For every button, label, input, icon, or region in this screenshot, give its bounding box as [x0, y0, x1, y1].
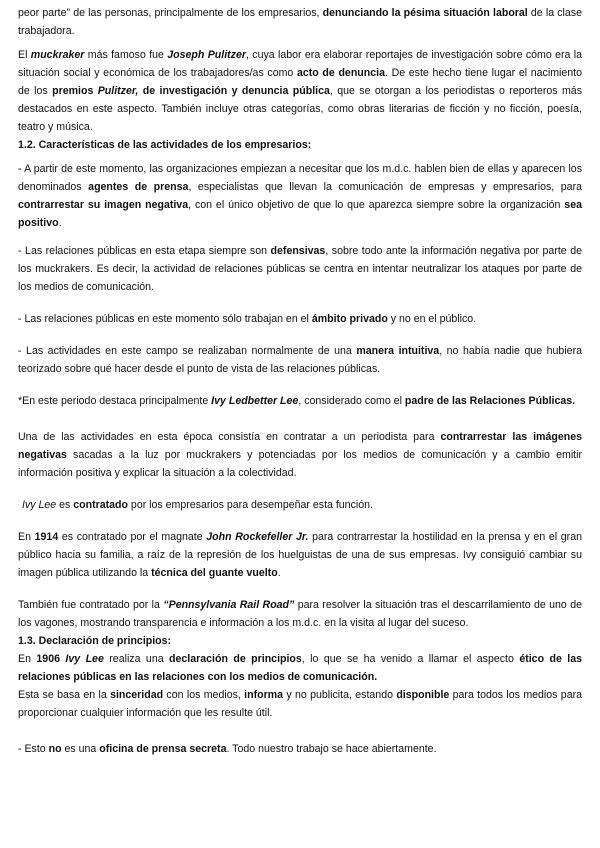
text: , no había nadie que hubiera teorizado sobre qué hacer desde el punto de vista de las relaciones públicas.: [18, 345, 582, 375]
bold-text: acto de denuncia: [296, 67, 385, 79]
paragraph-pennsylvania-rail-road: [18, 596, 582, 632]
text: , cuya labor era elaborar reportajes de investigación sobre cómo era la situación social y económica de los trabajadores/as como: [18, 49, 582, 79]
text: .: [58, 217, 62, 229]
paragraph-defensivas: [18, 242, 582, 296]
paragraph-agentes-prensa: [18, 160, 582, 232]
bold-text: manera intuitiva: [356, 345, 440, 357]
bold-text: padre de las Relaciones Públicas.: [404, 395, 576, 407]
paragraph-manera-intuitiva: [18, 342, 582, 378]
bold-text: contratado: [73, 499, 128, 511]
bold-text: declaración de principios: [169, 653, 302, 665]
paragraph-muckrakers-denuncia: [18, 4, 582, 40]
text: *En este periodo destaca principalmente: [18, 395, 212, 407]
text: En: [18, 653, 37, 665]
text: de la clase trabajadora.: [18, 7, 582, 37]
bold-text: ámbito privado: [311, 313, 388, 325]
text: peor parte” de las personas, principalmente de los empresarios,: [18, 7, 323, 19]
text: y no publicita, estando: [283, 689, 397, 701]
bold-text: oficina de prensa secreta: [99, 743, 227, 755]
bold-text: premios: [52, 85, 98, 97]
paragraph-ivy-lee-contratado: [18, 496, 582, 514]
bold-italic-text: muckraker: [30, 49, 85, 61]
bold-text: disponible: [396, 689, 450, 701]
bold-italic-text: Ivy Lee: [65, 653, 104, 665]
bold-text: contrarrestar las imágenes negativas: [18, 431, 582, 461]
italic-text: Ivy Lee: [22, 499, 57, 511]
paragraph-rockefeller: [18, 528, 582, 582]
bold-text: no: [48, 743, 62, 755]
bold-text: técnica del guante vuelto: [151, 567, 278, 579]
text: Una de las actividades en esta época consistía en contratar a un periodista para: [18, 431, 441, 443]
text: es contratado por el magnate: [58, 531, 207, 543]
bold-italic-text: John Rockefeller Jr.: [206, 531, 309, 543]
text: y no en el público.: [387, 313, 477, 325]
text: , que se otorgan a los periodistas o reporteros más destacados en este aspecto. También incluye otras categorías, como obras literarias de ficción y no ficción, poesía, teatro y música.: [18, 85, 582, 133]
section-heading-1-3: 1.3. Declaración de principios:: [18, 635, 172, 647]
text: es: [56, 499, 74, 511]
paragraph-imagenes-negativas: [18, 428, 582, 482]
text: , con el único objetivo de que lo que aparezca siempre sobre la organización: [188, 199, 565, 211]
bold-italic-text: Joseph Pulitzer: [167, 49, 246, 61]
bold-text: de investigación y denuncia pública: [138, 85, 330, 97]
text: , sobre todo ante la información negativa por parte de los muckrakers. Es decir, la actividad de relaciones públicas se centra en intentar neutralizar los ataques por parte de los medios de comunicación.: [18, 245, 582, 293]
paragraph-pulitzer: [18, 46, 582, 136]
text: .: [277, 567, 281, 579]
text: realiza una: [103, 653, 170, 665]
section-heading-1-2: 1.2. Características de las actividades de los empresarios:: [18, 139, 312, 151]
text: , considerado como el: [298, 395, 405, 407]
text: Esta se basa en la: [18, 689, 111, 701]
text: para todos los medios para proporcionar cualquier información que les resulte útil.: [18, 689, 583, 719]
text: - Las relaciones públicas en este momento sólo trabajan en el: [18, 313, 312, 325]
bold-text: agentes de prensa: [88, 181, 189, 193]
text: . Todo nuestro trabajo se hace abiertamente.: [226, 743, 437, 755]
text: sacadas a la luz por muckrakers y potenciadas por los medios de comunicación y a cambio emitir información positiva y explicar la situación a la colectividad.: [18, 449, 582, 479]
text: con los medios,: [163, 689, 245, 701]
bold-text: sea positivo: [18, 199, 582, 229]
text: - Las relaciones públicas en esta etapa siempre son: [18, 245, 271, 257]
bold-italic-text: Ivy Ledbetter Lee: [211, 395, 299, 407]
bold-italic-text: “Pennsylvania Rail Road”: [163, 599, 295, 611]
text: - A partir de este momento, las organizaciones empiezan a necesitar que los m.d.c. hablen bien de ellas y aparecen los denominados: [18, 163, 582, 193]
bold-text: sinceridad: [110, 689, 164, 701]
text: más famoso fue: [84, 49, 168, 61]
text: , especialistas que llevan la comunicación de empresas y empresarios, para: [188, 181, 582, 193]
text: - Las actividades en este campo se realizaban normalmente de una: [18, 345, 357, 357]
paragraph-ivy-ledbetter-lee: [18, 392, 582, 410]
text: es una: [61, 743, 100, 755]
text: por los empresarios para desempeñar esta función.: [127, 499, 373, 511]
paragraph-oficina-prensa: [18, 740, 582, 758]
paragraph-sinceridad: [18, 686, 582, 722]
text: También fue contratado por la: [18, 599, 164, 611]
text: - Esto: [18, 743, 49, 755]
bold-text: defensivas: [270, 245, 326, 257]
bold-text: ético de las relaciones públicas en las relaciones con los medios de comunicación.: [18, 653, 583, 683]
text: En: [18, 531, 35, 543]
text: para contrarrestar la hostilidad en la prensa y en el gran público hacia su familia, a raíz de la represión de los huelguistas de una de sus empresas. Ivy consiguió cambiar su imagen pública utilizando la: [18, 531, 582, 579]
text: El: [18, 49, 31, 61]
bold-text: denunciando la pésima situación laboral: [322, 7, 528, 19]
bold-text: informa: [244, 689, 284, 701]
text: , lo que se ha venido a llamar el aspecto: [301, 653, 520, 665]
bold-text: 1914: [34, 531, 59, 543]
bold-text: 1906: [36, 653, 60, 665]
bold-text: contrarrestar su imagen negativa: [18, 199, 189, 211]
paragraph-ambito-privado: [18, 310, 582, 328]
text: . De este hecho tiene lugar el nacimiento de los: [18, 67, 582, 97]
bold-italic-text: Pulitzer,: [97, 85, 139, 97]
paragraph-declaracion-1906: [18, 650, 582, 686]
text: para resolver la situación tras el descarrilamiento de uno de los vagones, mostrando transparencia e información a los m.d.c. en la visita al lugar del suceso.: [18, 599, 582, 629]
